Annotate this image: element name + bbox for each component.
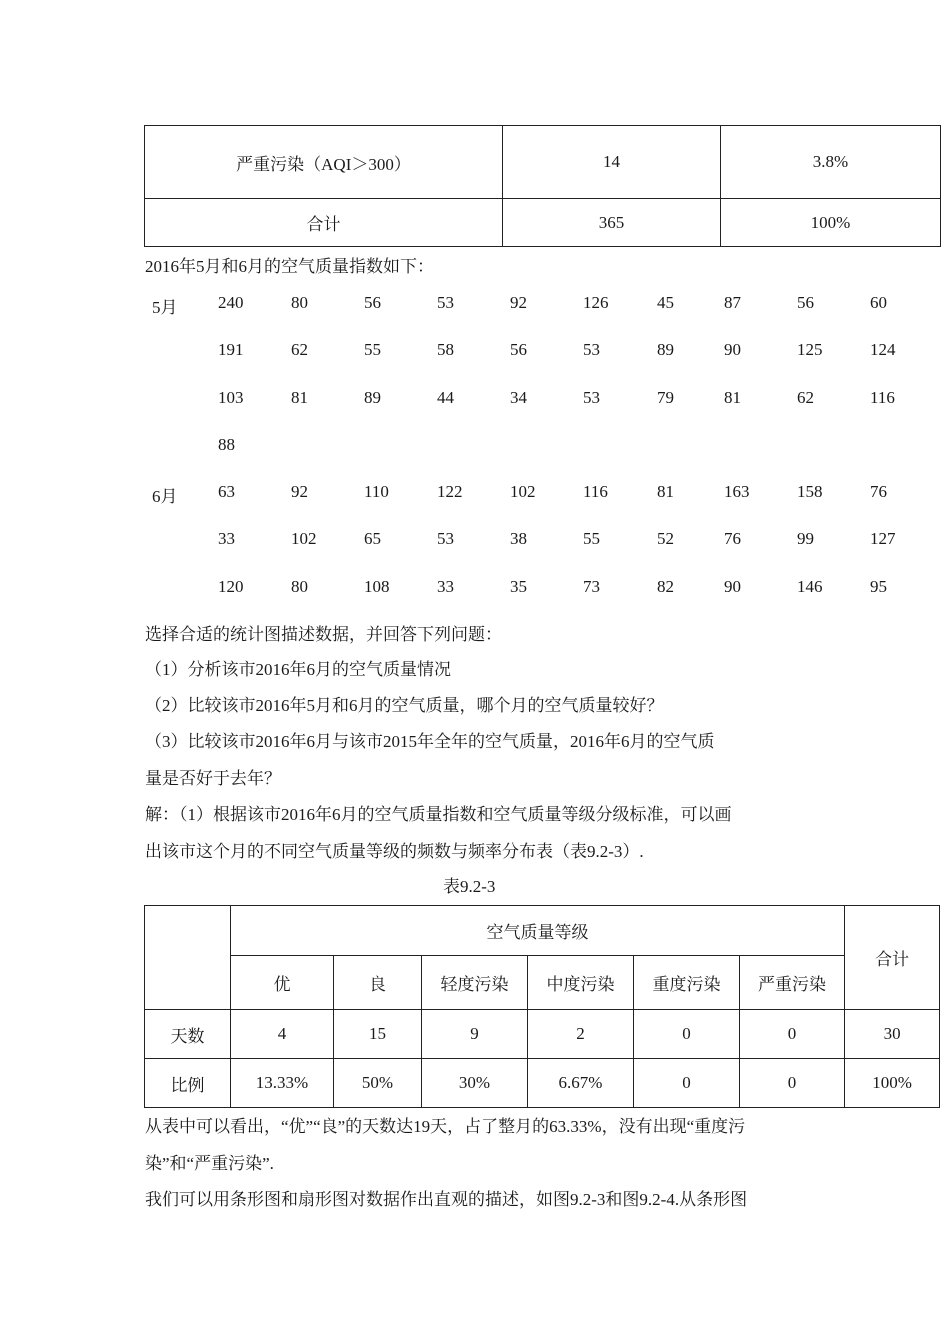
aqi-value: 53 bbox=[437, 529, 454, 549]
table-cell: 合计 bbox=[145, 199, 503, 247]
aqi-value: 108 bbox=[364, 576, 390, 596]
table-cell: 0 bbox=[634, 1059, 740, 1108]
table-cell: 365 bbox=[503, 199, 721, 247]
aqi-value: 53 bbox=[583, 340, 600, 360]
aqi-value: 76 bbox=[724, 529, 741, 549]
aqi-value: 56 bbox=[364, 293, 381, 312]
table-cell: 14 bbox=[503, 126, 721, 199]
aqi-value: 81 bbox=[724, 387, 741, 407]
aqi-value: 44 bbox=[437, 387, 454, 407]
aqi-value: 95 bbox=[870, 576, 887, 596]
aqi-value: 99 bbox=[797, 529, 814, 549]
question-2: （2）比较该市2016年5月和6月的空气质量，哪个月的空气质量较好？ bbox=[145, 696, 664, 715]
aqi-value: 116 bbox=[583, 482, 608, 501]
table-cell: 0 bbox=[740, 1059, 845, 1108]
aqi-value: 56 bbox=[797, 293, 814, 312]
table-cell: 15 bbox=[334, 1010, 422, 1059]
table-cell: 50% bbox=[334, 1059, 422, 1108]
aqi-value: 120 bbox=[218, 576, 244, 596]
aqi-value: 125 bbox=[797, 340, 823, 360]
aqi-value: 122 bbox=[437, 482, 463, 501]
table-row bbox=[145, 1010, 940, 1059]
aqi-value: 62 bbox=[291, 340, 308, 360]
task-text: 选择合适的统计图描述数据，并回答下列问题： bbox=[145, 625, 502, 644]
top-table bbox=[144, 125, 941, 247]
table-cell: 100% bbox=[845, 1059, 940, 1108]
aqi-value: 87 bbox=[724, 293, 741, 312]
aqi-value: 124 bbox=[870, 340, 896, 360]
question-3b: 量是否好于去年？ bbox=[145, 769, 281, 788]
aqi-value: 55 bbox=[364, 340, 381, 360]
aqi-value: 81 bbox=[657, 482, 674, 501]
table-cell: 0 bbox=[634, 1010, 740, 1059]
row-label: 天数 bbox=[145, 1010, 231, 1059]
aqi-value: 116 bbox=[870, 387, 895, 407]
level-header: 中度污染 bbox=[528, 956, 634, 1010]
level-header: 重度污染 bbox=[634, 956, 740, 1010]
june-label: 6月 bbox=[152, 487, 178, 506]
total-header: 合计 bbox=[845, 906, 940, 1010]
table-cell: 严重污染（AQI＞300） bbox=[145, 126, 503, 199]
intro-text: 2016年5月和6月的空气质量指数如下： bbox=[145, 257, 434, 276]
paragraph-line-1: 从表中可以看出，“优”“良”的天数达19天，占了整月的63.33%，没有出现“重度污 bbox=[145, 1117, 746, 1136]
may-label: 5月 bbox=[152, 298, 178, 317]
aqi-value: 73 bbox=[583, 576, 600, 596]
aqi-value: 62 bbox=[797, 387, 814, 407]
aqi-value: 65 bbox=[364, 529, 381, 549]
aqi-value: 80 bbox=[291, 576, 308, 596]
aqi-value: 76 bbox=[870, 482, 887, 501]
table-cell: 30% bbox=[422, 1059, 528, 1108]
aqi-value: 158 bbox=[797, 482, 823, 501]
level-header: 严重污染 bbox=[740, 956, 845, 1010]
aqi-value: 89 bbox=[364, 387, 381, 407]
aqi-value: 102 bbox=[510, 482, 536, 501]
aqi-value: 126 bbox=[583, 293, 609, 312]
aqi-value: 92 bbox=[510, 293, 527, 312]
paragraph-line-2: 染”和“严重污染”. bbox=[145, 1154, 274, 1173]
aqi-value: 82 bbox=[657, 576, 674, 596]
aqi-value: 63 bbox=[218, 482, 235, 501]
aqi-value: 45 bbox=[657, 293, 674, 312]
aqi-value: 88 bbox=[218, 434, 235, 454]
aqi-value: 38 bbox=[510, 529, 527, 549]
aqi-value: 53 bbox=[437, 293, 454, 312]
aqi-value: 110 bbox=[364, 482, 389, 501]
table-cell: 100% bbox=[721, 199, 941, 247]
question-3a: （3）比较该市2016年6月与该市2015年全年的空气质量，2016年6月的空气质 bbox=[145, 732, 715, 751]
level-header: 优 bbox=[231, 956, 334, 1010]
group-header: 空气质量等级 bbox=[231, 906, 845, 956]
aqi-value: 90 bbox=[724, 576, 741, 596]
table-cell: 2 bbox=[528, 1010, 634, 1059]
aqi-value: 81 bbox=[291, 387, 308, 407]
table-header-row bbox=[145, 956, 940, 1010]
aqi-value: 146 bbox=[797, 576, 823, 596]
row-label: 比例 bbox=[145, 1059, 231, 1108]
paragraph-line-3: 我们可以用条形图和扇形图对数据作出直观的描述，如图9.2-3和图9.2-4.从条形图 bbox=[145, 1190, 748, 1209]
question-1: （1）分析该市2016年6月的空气质量情况 bbox=[145, 660, 451, 679]
solution-line-2: 出该市这个月的不同空气质量等级的频数与频率分布表（表9.2-3）. bbox=[145, 842, 644, 861]
aqi-value: 127 bbox=[870, 529, 896, 549]
aqi-value: 103 bbox=[218, 387, 244, 407]
table-cell: 0 bbox=[740, 1010, 845, 1059]
aqi-value: 33 bbox=[437, 576, 454, 596]
aqi-value: 191 bbox=[218, 340, 244, 360]
aqi-value: 80 bbox=[291, 293, 308, 312]
aqi-value: 163 bbox=[724, 482, 750, 501]
aqi-value: 34 bbox=[510, 387, 527, 407]
table-cell: 30 bbox=[845, 1010, 940, 1059]
aqi-value: 58 bbox=[437, 340, 454, 360]
aqi-value: 60 bbox=[870, 293, 887, 312]
solution-line-1: 解：（1）根据该市2016年6月的空气质量指数和空气质量等级分级标准，可以画 bbox=[145, 805, 732, 824]
aqi-value: 56 bbox=[510, 340, 527, 360]
table-cell: 9 bbox=[422, 1010, 528, 1059]
table-cell: 4 bbox=[231, 1010, 334, 1059]
table-cell: 3.8% bbox=[721, 126, 941, 199]
table-row bbox=[145, 1059, 940, 1108]
aqi-value: 79 bbox=[657, 387, 674, 407]
table-cell: 6.67% bbox=[528, 1059, 634, 1108]
table-row bbox=[145, 199, 941, 247]
aqi-value: 53 bbox=[583, 387, 600, 407]
aqi-value: 35 bbox=[510, 576, 527, 596]
level-header: 良 bbox=[334, 956, 422, 1010]
table-cell: 13.33% bbox=[231, 1059, 334, 1108]
aqi-value: 55 bbox=[583, 529, 600, 549]
aqi-value: 33 bbox=[218, 529, 235, 549]
aqi-value: 92 bbox=[291, 482, 308, 501]
corner-cell bbox=[145, 906, 231, 1010]
level-header: 轻度污染 bbox=[422, 956, 528, 1010]
aqi-value: 240 bbox=[218, 293, 244, 312]
table-caption: 表9.2-3 bbox=[443, 877, 496, 896]
table-9-2-3 bbox=[144, 905, 940, 1108]
aqi-value: 90 bbox=[724, 340, 741, 360]
table-row bbox=[145, 126, 941, 199]
table-header-row bbox=[145, 906, 940, 956]
aqi-value: 102 bbox=[291, 529, 317, 549]
aqi-value: 52 bbox=[657, 529, 674, 549]
aqi-value: 89 bbox=[657, 340, 674, 360]
